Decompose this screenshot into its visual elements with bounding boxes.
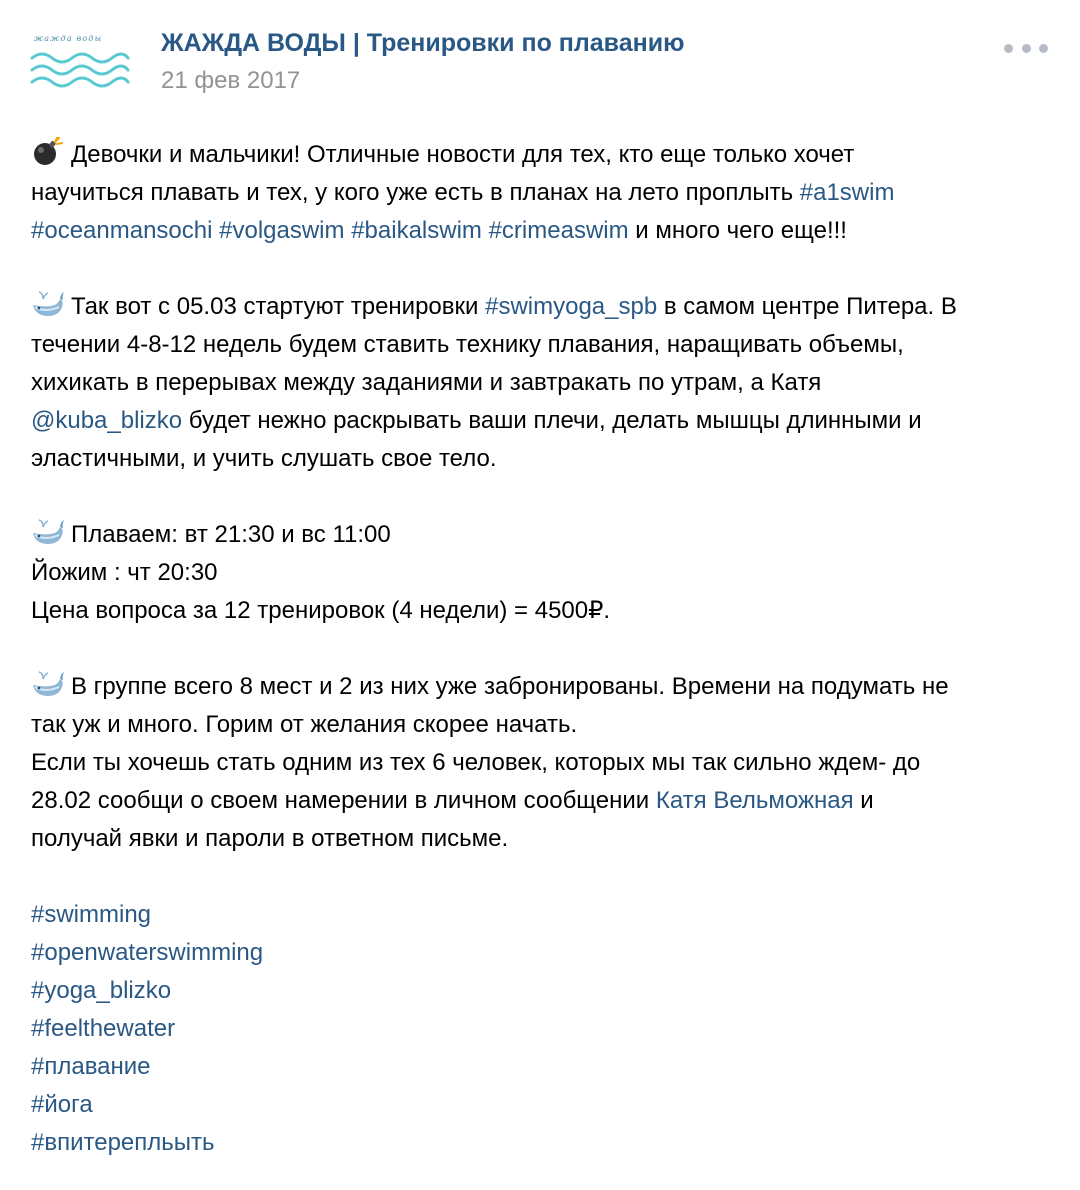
hashtag-link[interactable]: #плавание — [31, 1053, 151, 1080]
hashtag-link[interactable]: #a1swim — [799, 179, 895, 206]
hashtag-link[interactable]: #openwaterswimming — [31, 939, 264, 966]
hashtag-link[interactable]: #йога — [31, 1091, 93, 1118]
author-link[interactable]: ЖАЖДА ВОДЫ | Тренировки по плаванию — [161, 29, 685, 57]
paragraph-schedule-intro — [31, 288, 1056, 478]
hashtag-link[interactable]: #oceanmansochi — [31, 217, 213, 244]
text-line: научиться плавать и тех, у кого уже есть в планах на лето проплыть #a1swim — [31, 179, 895, 206]
mention-link[interactable]: @kuba_blizko — [31, 407, 183, 434]
text-line: Цена вопроса за 12 тренировок (4 недели) = 4500₽. — [31, 597, 611, 624]
text-line: @kuba_blizko будет нежно раскрывать ваши плечи, делать мышцы длинными и — [31, 407, 922, 434]
text-line: В группе всего 8 мест и 2 из них уже забронированы. Времени на подумать не — [31, 668, 1056, 706]
text-line: Так вот с 05.03 стартуют тренировки #swimyoga_spb в самом центре Питера. В — [31, 288, 1056, 326]
bomb-icon — [31, 137, 65, 167]
text-line: #oceanmansochi #volgaswim #baikalswim #crimeaswim и много чего еще!!! — [31, 217, 847, 244]
user-link[interactable]: Катя Вельможная — [655, 787, 854, 814]
whale-icon — [31, 669, 65, 699]
text-line: эластичными, и учить слушать свое тело. — [31, 445, 497, 472]
avatar[interactable] — [28, 26, 132, 92]
hashtag-link[interactable]: #swimyoga_spb — [485, 293, 658, 320]
text-line: 28.02 сообщи о своем намерении в личном сообщении Катя Вельможная и — [31, 787, 874, 814]
more-dot — [1004, 44, 1013, 53]
whale-icon — [31, 289, 65, 319]
hashtag-link[interactable]: #впитерепльыть — [31, 1129, 215, 1156]
text-line: течении 4-8-12 недель будем ставить технику плавания, наращивать объемы, — [31, 331, 904, 358]
whale-icon — [31, 517, 65, 547]
hashtag-link[interactable]: #volgaswim — [219, 217, 345, 244]
post-text — [31, 136, 1056, 1162]
hashtag-link[interactable]: #feelthewater — [31, 1015, 176, 1042]
paragraph-intro — [31, 136, 1056, 250]
avatar-logo-text: жажда воды — [34, 34, 103, 43]
hashtag-list — [31, 896, 1056, 1162]
hashtag-link[interactable]: #swimming — [31, 901, 152, 928]
text-line: хихикать в перерывах между заданиями и завтракать по утрам, а Катя — [31, 369, 822, 396]
paragraph-timetable — [31, 516, 1056, 630]
text-line: Девочки и мальчики! Отличные новости для тех, кто еще только хочет — [31, 136, 1056, 174]
text-line: Плаваем: вт 21:30 и вс 11:00 — [31, 516, 1056, 554]
paragraph-booking — [31, 668, 1056, 858]
text-line: так уж и много. Горим от желания скорее начать. — [31, 711, 578, 738]
more-dots-icon[interactable] — [1004, 36, 1048, 60]
text-line: Йожим : чт 20:30 — [31, 559, 218, 586]
text-line: Если ты хочешь стать одним из тех 6 человек, которых мы так сильно ждем- до — [31, 749, 921, 776]
post-header — [0, 0, 1080, 112]
waves-logo-icon — [28, 46, 132, 90]
hashtag-link[interactable]: #baikalswim — [351, 217, 482, 244]
post-date[interactable]: 21 фев 2017 — [161, 67, 301, 94]
more-dot — [1022, 44, 1031, 53]
text-line: получай явки и пароли в ответном письме. — [31, 825, 509, 852]
hashtag-link[interactable]: #crimeaswim — [488, 217, 629, 244]
more-dot — [1039, 44, 1048, 53]
hashtag-link[interactable]: #yoga_blizko — [31, 977, 172, 1004]
